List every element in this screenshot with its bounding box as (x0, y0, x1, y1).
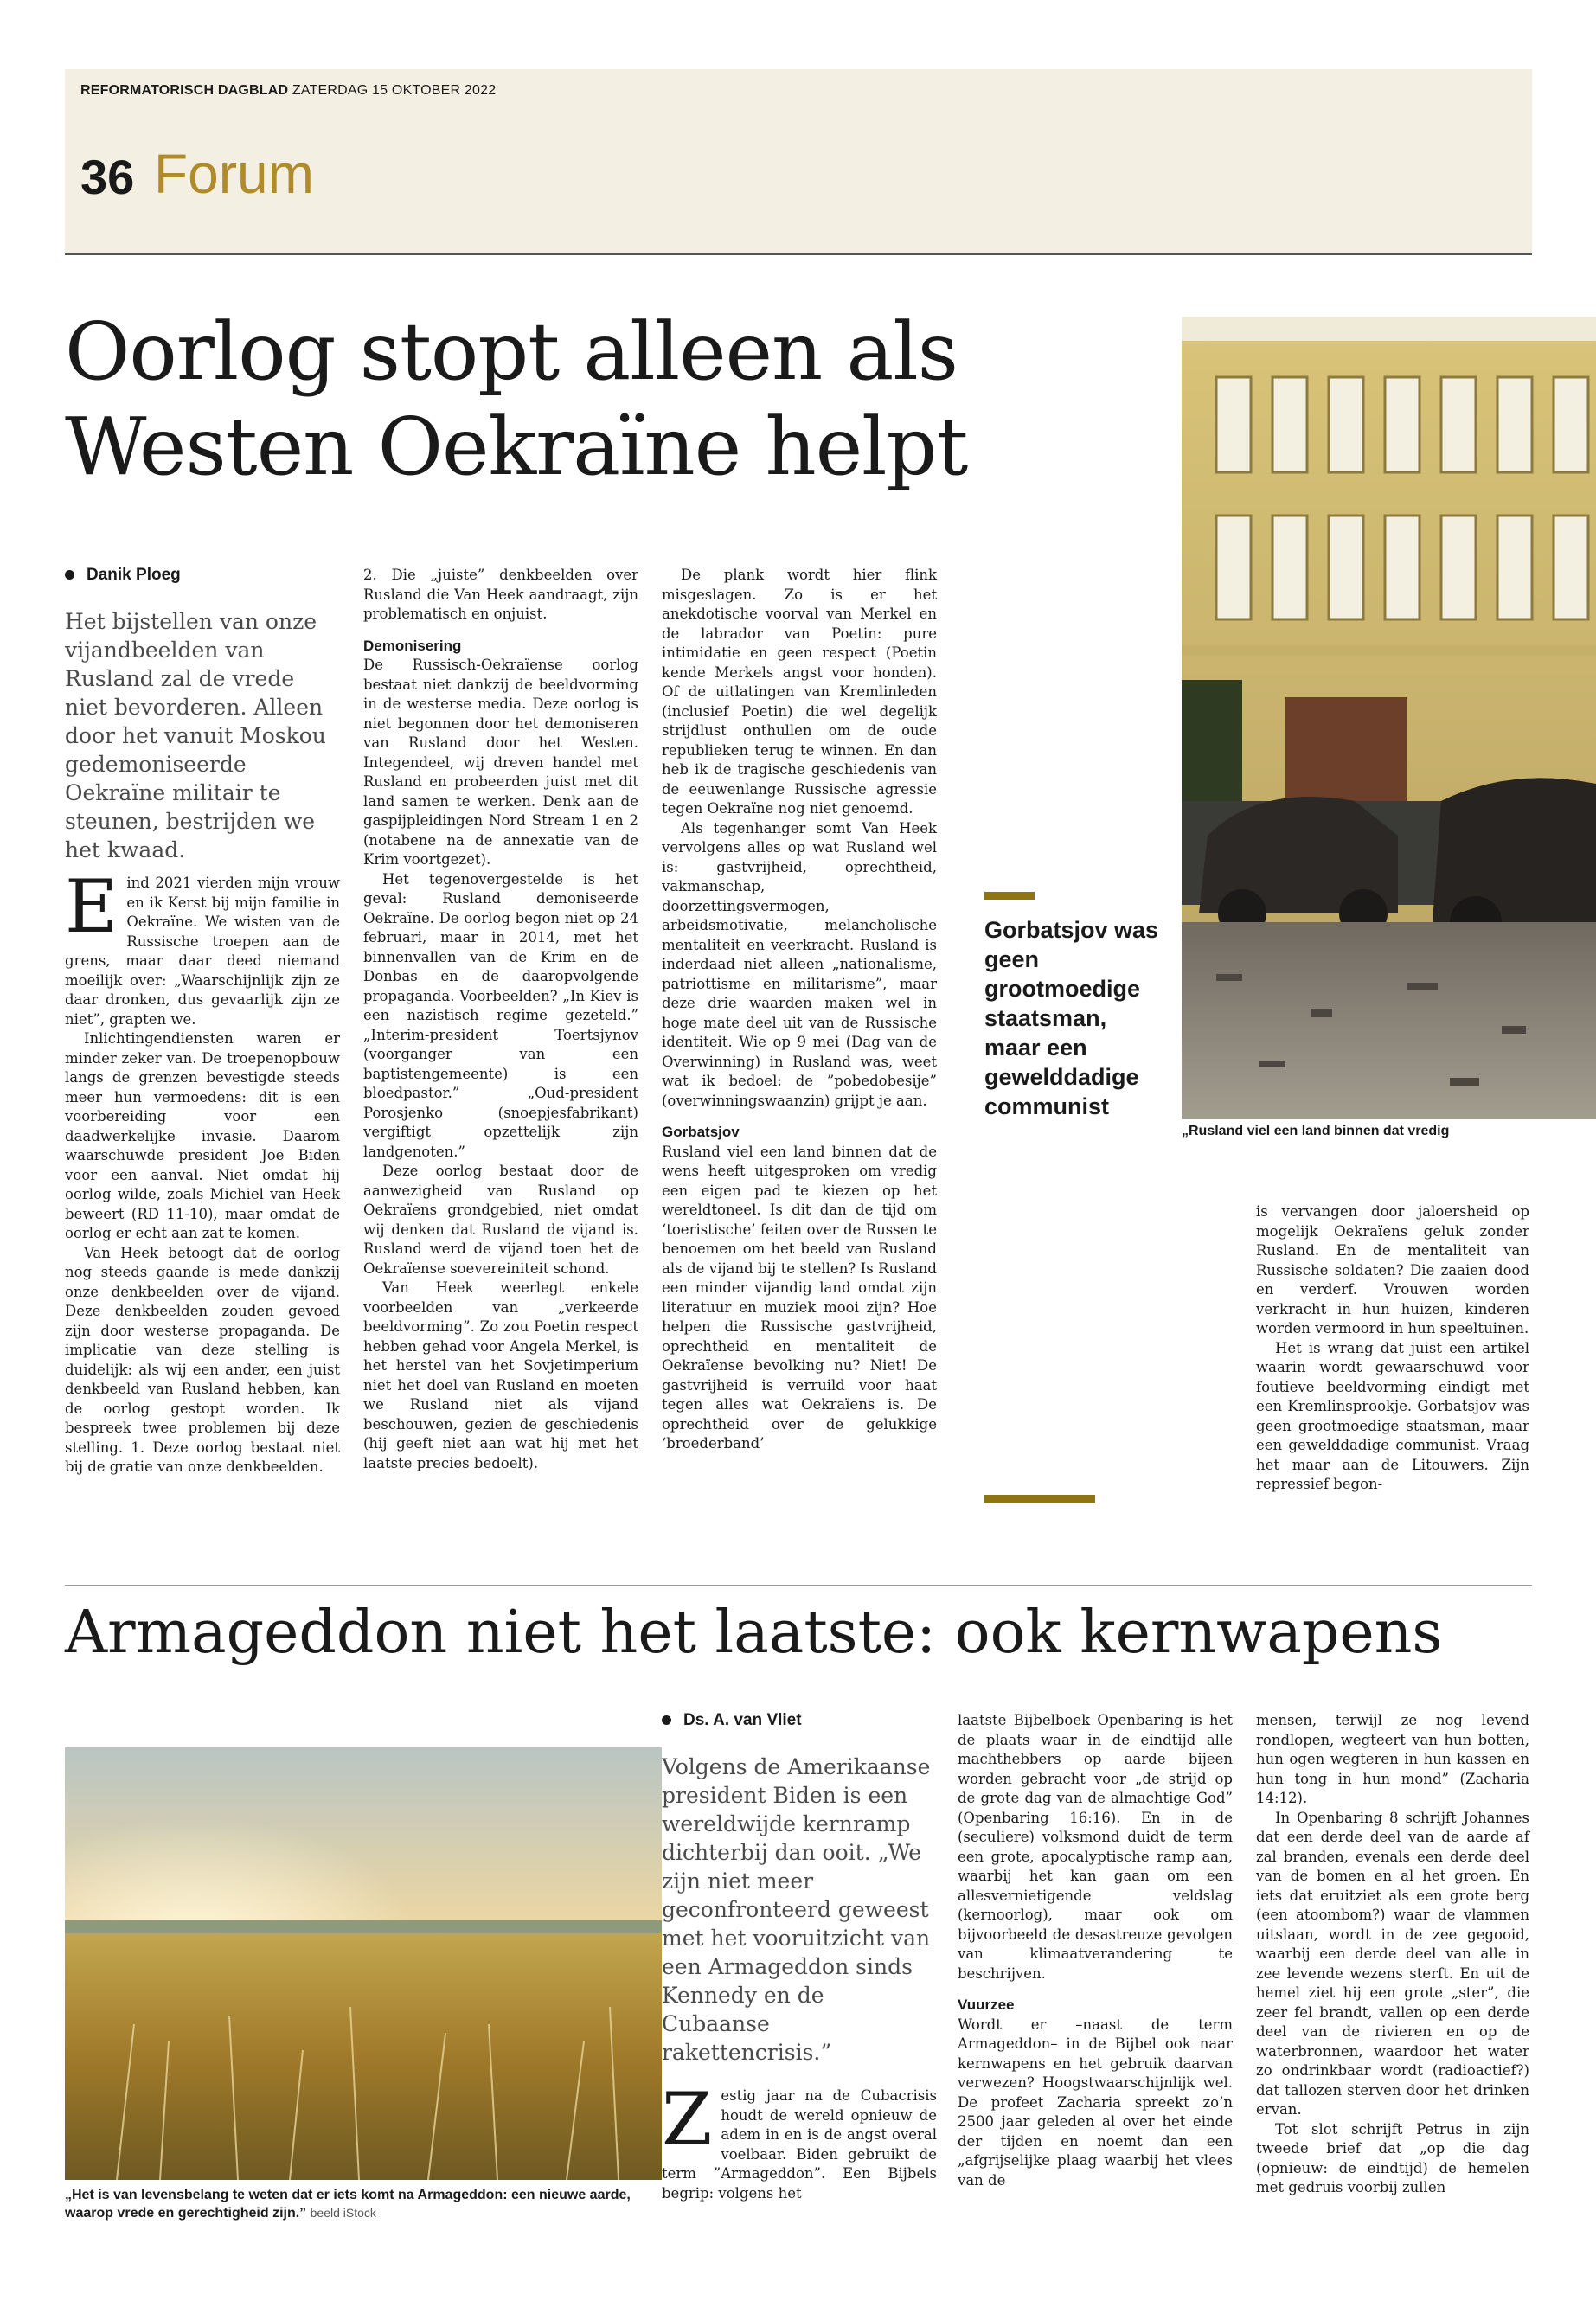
article1-photo-caption: „Rusland viel een land binnen dat vredig (1182, 1124, 1450, 1138)
pullquote-bar-bottom (984, 1495, 1095, 1503)
article2-byline (662, 1711, 802, 1730)
article1-author: Danik Ploeg (87, 566, 181, 584)
bullet-dot-icon (662, 1715, 671, 1725)
paragraph: Van Heek betoogt dat de oorlog nog steeds gaande is mede dankzij onze denkbeelden over de vijand. Deze denkbeelden zouden gevoed zijn door westerse propaganda. De implicatie van deze stelling is duidelijk: als wij een ander, een juist denkbeeld van Rusland hebben, kan de oorlog gestopt worden. Ik bespreek twee problemen bij deze stelling. 1. Deze oorlog bestaat niet bij de gratie van onze denkbeelden. (65, 1244, 340, 1475)
article2-headline: Armageddon niet het laatste: ook kernwapens (65, 1599, 1443, 1667)
bullet-dot-icon (65, 570, 74, 580)
paragraph: Inlichtingendiensten waren er minder zeker van. De troepenopbouw langs de grenzen bevestigde steeds meer hun vermoedens: dit is een voorbereiding voor een daadwerkelijke invasie. Daarom waarschuwde president Joe Biden voor een aanval. Niet omdat hij oorlog wilde, zoals Michiel van Heek beweert (RD 11-10), maar omdat de oorlog er echt aan zat te komen. (65, 1030, 340, 1241)
paragraph: Het tegenovergestelde is het geval: Rusland demoniseerde Oekraïne. De oorlog begon niet op 24 februari, maar in 2014, met het binnenvallen van de Krim en de Donbas en de daaropvolgende propaganda. Voorbeelden? „In Kiev is een nazistisch regime gezeteld.” „Interim-president Toertsjynov (voorganger van een baptistengemeente) is een bloedpastor.” „Oud-president Porosjenko (snoepjesfabrikant) vergiftigt opzettelijk zijn landgenoten.” (363, 870, 638, 1160)
paragraph: Rusland viel een land binnen dat de wens heeft uitgesproken om vredig een eigen pad te kiezen op het wereldtoneel. Is dit dan de tijd om ‘toeristische’ feiten over de Russen te benoemen om het beeld van Rusland als de vijand bij te stellen? Is Rusland een minder vijandig land omdat zijn literatuur en muziek mooi zijn? Hoe helpen die Russische gastvrijheid, oprechtheid en mentaliteit de Oekraïense bevolking nu? Niet! De gastvrijheid is verruild voor haat tegen alles wat Oekraïens is. De oprechtheid over de gelukkige ‘broederband’ (662, 1143, 937, 1452)
article1-intro: Het bijstellen van onze vijandbeelden van Rusland zal de vrede niet bevorderen. Alleen door het vanuit Moskou gedemoniseerde Oekraïne militair te steunen, bestrijden we het kwaad. (65, 609, 326, 862)
article1-column4 (1256, 1202, 1529, 1495)
section-title: Forum (154, 143, 314, 205)
masthead (80, 83, 496, 99)
article1-column1 (65, 864, 340, 1477)
paragraph: Van Heek weerlegt enkele voorbeelden van „verkeerde beeldvorming”. Zo zou Poetin respect hebben gehad voor Angela Merkel, is het herstel van het Sovjetimperium niet het doel van Rusland en moeten we Rusland niet als vijand beschouwen, gezien de geschiedenis (hij geeft niet aan wat hij met het laatste precies bedoelt). (363, 1279, 638, 1471)
masthead-brand: REFORMATORISCH DAGBLAD (80, 83, 289, 98)
field-sunset-image (65, 1747, 662, 2180)
article1-byline (65, 566, 181, 585)
article2-photo-caption (65, 2186, 670, 2222)
war-scene-image (1182, 317, 1596, 1119)
paragraph: Wordt er –naast de term Armageddon– in de Bijbel ook naar kernwapens en het gebruik daarvan verwezen? Hoogstwaarschijnlijk wel. De profeet Zacharia spreekt zo’n 2500 jaar geleden al over het einde der tijden en noemt dan een „afgrijselijke plaag waarbij het vlees van de (958, 2016, 1233, 2189)
article1-column3 (662, 566, 937, 1454)
pullquote: Gorbatsjov was geen grootmoedige staatsman, maar een gewelddadige communist (984, 917, 1159, 1119)
article2-dropcap: Z (662, 2077, 713, 2162)
paragraph: estig jaar na de Cubacrisis houdt de wereld opnieuw de adem in en is de angst overal voelbaar. Biden gebruikt de term ”Armageddon”. Een Bijbels begrip: volgens het (662, 2087, 937, 2202)
subheading-vuurzee: Vuurzee (958, 1997, 1015, 2013)
masthead-date: ZATERDAG 15 OKTOBER 2022 (292, 83, 497, 98)
paragraph: ind 2021 vierden mijn vrouw en ik Kerst bij mijn familie in Oekraïne. We wisten van de Russische troepen aan de grens, maar daar deed niemand moeilijk over: „Waarschijnlijk zijn ze daar dronken, dus gevaarlijk zijn ze niet”, grapten we. (65, 875, 340, 1028)
article2-column3 (1256, 1711, 1529, 2198)
paragraph: In Openbaring 8 schrijft Johannes dat een derde deel van de aarde af zal branden, evenals een derde deel van de bomen en al het groen. En iets dat eruitziet als een grote berg (een atoombom?) waar de vlammen uitslaan, wordt in de zee gegooid, waarbij een derde deel van alle in zee levende wezens sterft. En uit de hemel ziet hij een grote „ster”, die zeer fel brandt, vallen op een derde deel van de rivieren en op de waterbronnen, waardoor het water zo ondrinkbaar wordt (radioactief?) dat tallozen sterven door het drinken ervan. (1256, 1809, 1529, 2118)
article-divider (65, 1585, 1532, 1586)
subheading-gorbatsjov: Gorbatsjov (662, 1124, 740, 1140)
article2-column1 (662, 2077, 937, 2203)
article2-caption-text: „Het is van levensbelang te weten dat er iets komt na Armageddon: een nieuwe aarde, waarop vrede en gerechtigheid zijn.” (65, 2188, 631, 2221)
paragraph: De plank wordt hier flink misgeslagen. Zo is er het anekdotische voorval van Merkel en de labrador van Poetin: pure intimidatie en geen respect (Poetin kende Merkels angst voor honden). Of de uitlatingen van Kremlinleden (inclusief Poetin) die wel degelijk strijdlust onthullen om de oude republieken terug te winnen. En dan heb ik de tragische geschiedenis van de eeuwenlange Russische agressie tegen Oekraïne nog niet genoemd. (662, 567, 937, 817)
article1-column2 (363, 566, 638, 1473)
paragraph: Het is wrang dat juist een artikel waarin wordt gewaarschuwd voor foutieve beeldvorming eindigt met een Kremlinsprookje. Gorbatsjov was geen grootmoedige staatsman, maar een gewelddadige communist. Vraag het maar aan de Litouwers. Zijn repressief begon- (1256, 1339, 1529, 1492)
article2-photo (65, 1747, 662, 2180)
paragraph: De Russisch-Oekraïense oorlog bestaat niet dankzij de beeldvorming in de westerse media. Deze oorlog is niet begonnen door het demoniseren van Rusland door het Westen. Integendeel, wij dreven handel met Rusland en probeerden juist met dit land samen te werken. Denk aan de gaspijpleidingen Nord Stream 1 en 2 (notabene na de annexatie van de Krim voortgezet). (363, 657, 638, 868)
article1-headline (65, 304, 1172, 495)
article2-column2 (958, 1711, 1233, 2190)
paragraph: Als tegenhanger somt Van Heek vervolgens alles op wat Rusland wel is: gastvrijheid, oprechtheid, vakmanschap, doorzettingsvermogen, arbeidsmotivatie, melancholische mentaliteit en veerkracht. Rusland is inderdaad niet alleen „nationalisme, patriottisme en militarisme”, maar deze drie waarden maken wel in hoge mate deel uit van de Russische identiteit. Wie op 9 mei (Dag van de Overwinning) in Rusland was, weet wat ik bedoel: de ”pobedobesije” (overwinningswaanzin) grijpt je aan. (662, 819, 937, 1109)
pullquote-bar-top (984, 892, 1035, 900)
article1-dropcap: E (65, 864, 119, 949)
paragraph: 2. Die „juiste” denkbeelden over Rusland die Van Heek aandraagt, zijn problematisch en onjuist. (363, 567, 638, 622)
article1-headline-line1: Oorlog stopt alleen als (65, 305, 958, 398)
article2-intro: Volgens de Amerikaanse president Biden is een wereldwijde kernramp dichterbij dan ooit. „We zijn niet meer geconfronteerd geweest met het vooruitzicht van een Armageddon sinds Kennedy en de Cubaanse rakettencrisis.” (662, 1754, 931, 2065)
paragraph: mensen, terwijl ze nog levend rondlopen, wegteert van hun botten, hun ogen wegteren in hun kassen en hun tong in hun mond” (Zacharia 14:12). (1256, 1712, 1529, 1806)
paragraph: Tot slot schrijft Petrus in zijn tweede brief dat „op die dag (opnieuw: de eindtijd) de hemelen met gedruis voorbij zullen (1256, 2120, 1529, 2195)
paragraph: Deze oorlog bestaat door de aanwezigheid van Rusland op Oekraïens grondgebied, niet omdat wij denken dat Rusland de vijand is. Rusland werd de vijand toen het de Oekraïense soevereiniteit schond. (363, 1163, 638, 1277)
page-number: 36 (80, 150, 135, 204)
subheading-demonisering: Demonisering (363, 637, 462, 654)
article1-photo (1182, 317, 1596, 1119)
article2-author: Ds. A. van Vliet (683, 1711, 802, 1729)
header-rule (65, 253, 1532, 255)
paragraph: laatste Bijbelboek Openbaring is het de plaats waar in de eindtijd alle machthebbers op aarde bijeen worden gebracht voor „de strijd op de grote dag van de almachtige God” (Openbaring 16:16). En in de (seculiere) volksmond duidt de term een grote, apocalyptische ramp aan, waarbij het kan gaan om een allesvernietigende veldslag (kernoorlog), maar ook om bijvoorbeeld de desastreuze gevolgen van klimaatverandering te beschrijven. (958, 1712, 1233, 1982)
article2-photo-credit: beeld iStock (310, 2206, 376, 2220)
paragraph: is vervangen door jaloersheid op mogelijk Oekraïens geluk zonder Rusland. En de mentaliteit van Russische soldaten? Die zaaien dood en verderf. Vrouwen worden verkracht in hun huizen, kinderen worden vermoord in hun speeltuinen. (1256, 1203, 1529, 1336)
article1-headline-line2: Westen Oekraïne helpt (65, 401, 968, 493)
